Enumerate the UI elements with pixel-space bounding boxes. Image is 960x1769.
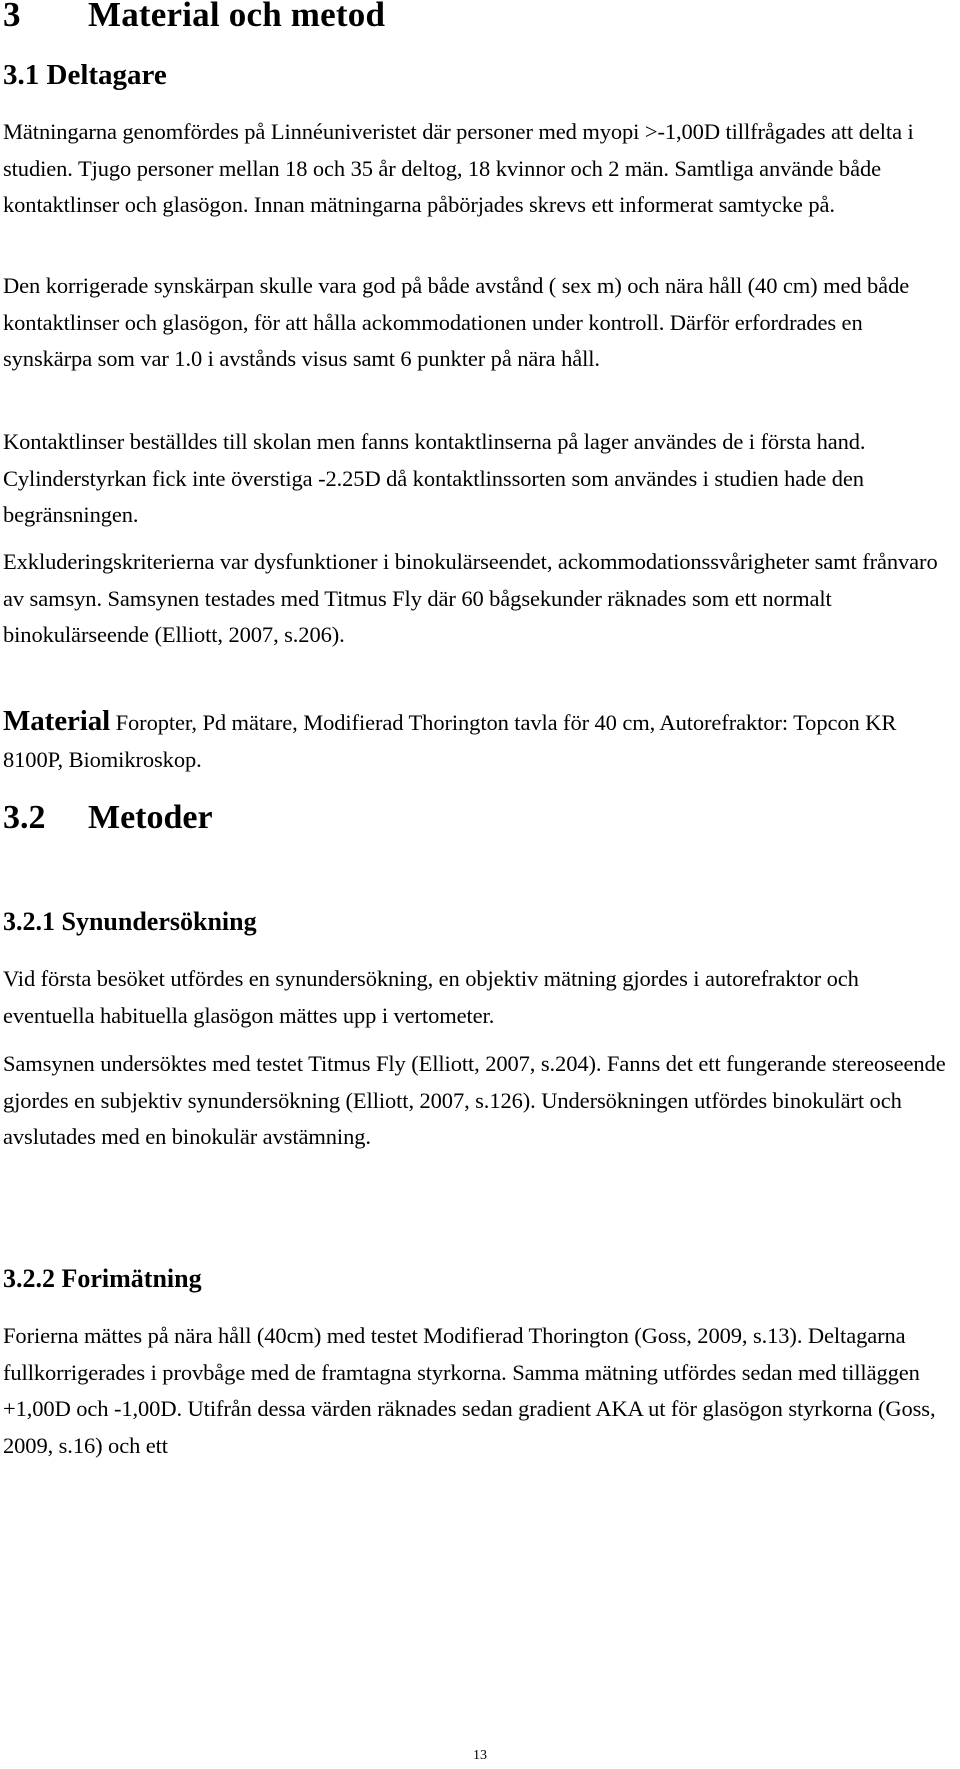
page-number: 13 (473, 1748, 487, 1763)
metoder-title: Metoder (88, 799, 213, 836)
subsection-heading-deltagare: 3.1 Deltagare (3, 59, 167, 91)
metoder-number: 3.2 (3, 799, 46, 836)
section-heading (3, 0, 948, 33)
paragraph-synundersokning-2: Samsynen undersöktes med testet Titmus Fly (Elliott, 2007, s.204). Fanns det ett fungerande stereoseende gjordes en subjektiv synundersökning (Elliott, 2007, s.126). Undersökningen utfördes binokulärt och avslutades med en binokulär avstämning. (3, 1051, 946, 1149)
paragraph-material (3, 703, 948, 778)
material-label: Material (3, 705, 111, 737)
subsection-heading-metoder (3, 800, 948, 836)
paragraph-synundersokning-1: Vid första besöket utfördes en synundersökning, en objektiv mätning gjordes i autorefraktor och eventuella habituella glasögon mättes upp i vertometer. (3, 966, 859, 1028)
section-title: Material och metod (88, 0, 386, 34)
section-number: 3 (3, 0, 21, 34)
heading-synundersokning: 3.2.1 Synundersökning (3, 907, 257, 936)
paragraph-exkludering: Exkluderingskriterierna var dysfunktioner i binokulärseendet, ackommodationssvårigheter samt frånvaro av samsyn. Samsynen testades med Titmus Fly där 60 bågsekunder räknades som ett normalt binokulärseende (Elliott, 2007, s.206). (3, 549, 938, 647)
paragraph-deltagare-intro: Mätningarna genomfördes på Linnéuniveristet där personer med myopi >-1,00D tillfrågades att delta i studien. Tjugo personer mellan 18 och 35 år deltog, 18 kvinnor och 2 män. Samtliga använde både kontaktlinser och glasögon. Innan mätningarna påbörjades skrevs ett informerat samtycke på. (3, 119, 914, 217)
heading-forimatning: 3.2.2 Forimätning (3, 1264, 202, 1293)
material-text: Foropter, Pd mätare, Modifierad Thorington tavla för 40 cm, Autorefraktor: Topcon KR 8100P, Biomikroskop. (3, 710, 897, 772)
paragraph-kontaktlinser: Kontaktlinser beställdes till skolan men fanns kontaktlinserna på lager användes de i första hand. Cylinderstyrkan fick inte överstiga -2.25D då kontaktlinssorten som användes i studien hade den begränsningen. (3, 429, 866, 527)
paragraph-synskarpa: Den korrigerade synskärpan skulle vara god på både avstånd ( sex m) och nära håll (40 cm) med både kontaktlinser och glasögon, för att hålla ackommodationen under kontroll. Därför erfordrades en synskärpa som var 1.0 i avstånds visus samt 6 punkter på nära håll. (3, 273, 910, 371)
paragraph-forimatning: Forierna mättes på nära håll (40cm) med testet Modifierad Thorington (Goss, 2009, s.13). Deltagarna fullkorrigerades i provbåge med de framtagna styrkorna. Samma mätning utfördes sedan med tilläggen +1,00D och -1,00D. Utifrån dessa värden räknades sedan gradient AKA ut för glasögon styrkorna (Goss, 2009, s.16) och ett (3, 1323, 936, 1458)
